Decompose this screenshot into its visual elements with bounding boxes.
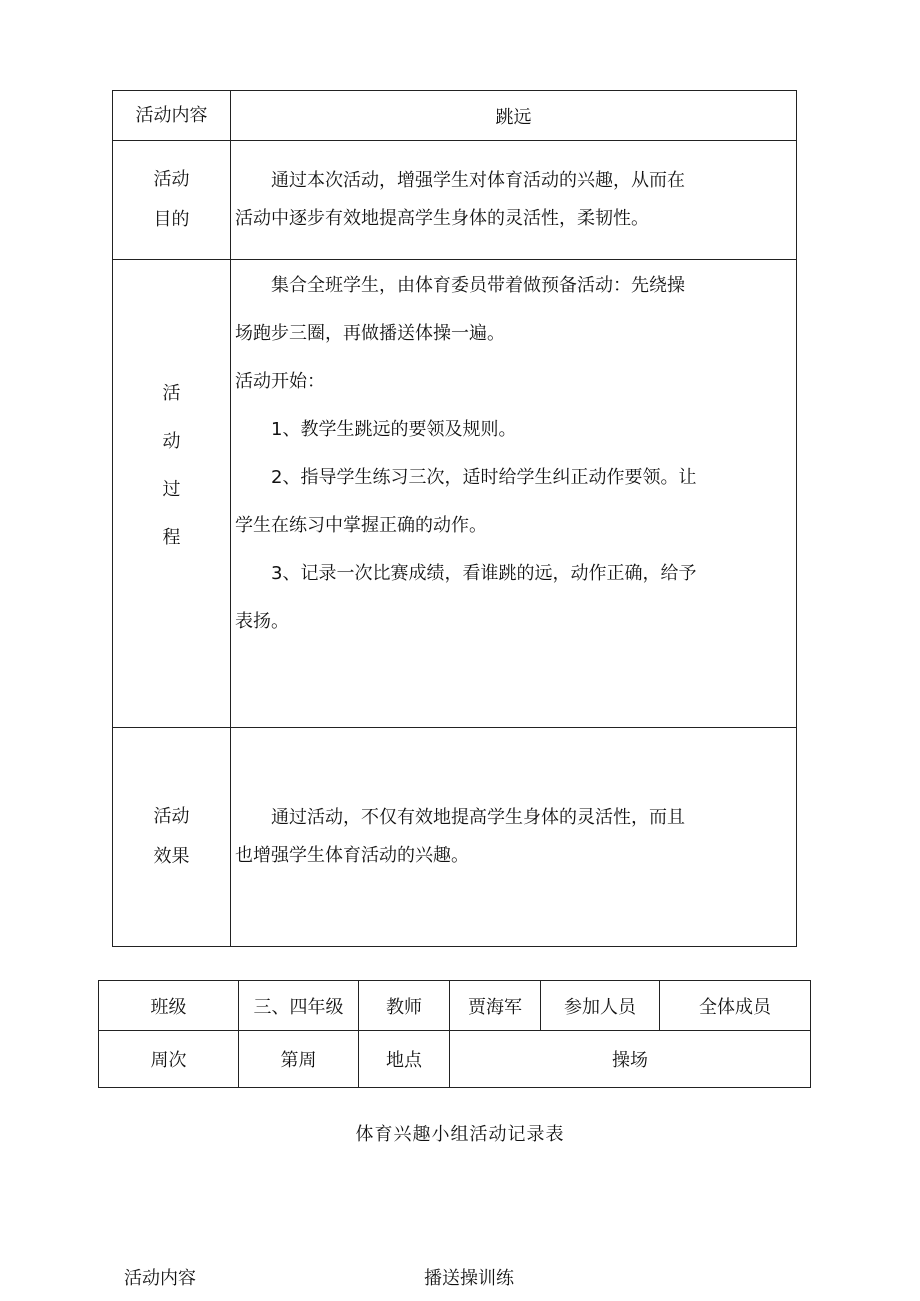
process-line: 场跑步三圈，再做播送体操一遍。 <box>235 323 505 344</box>
goal-label-line-1: 活动 <box>153 169 190 190</box>
row-activity-process <box>113 260 797 728</box>
activity-table <box>112 90 797 947</box>
effect-text-line-1: 通过活动，不仅有效地提高学生身体的灵活性，而且 <box>271 807 685 828</box>
class-value: 三、四年级 <box>239 981 359 1031</box>
process-line: 学生在练习中掌握正确的动作。 <box>235 515 487 536</box>
next-activity-content-label: 活动内容 <box>124 1268 196 1289</box>
week-value: 第周 <box>239 1031 359 1088</box>
info-row-1 <box>99 981 811 1031</box>
process-label-char-2: 动 <box>162 430 181 452</box>
process-line: 2、指导学生练习三次，适时给学生纠正动作要领。让 <box>271 467 697 488</box>
location-value: 操场 <box>450 1031 811 1088</box>
process-label-char-4: 程 <box>162 526 181 548</box>
activity-effect-label <box>113 728 231 947</box>
info-table <box>98 980 811 1088</box>
row-activity-goal <box>113 141 797 260</box>
row-activity-content <box>113 91 797 141</box>
process-line: 表扬。 <box>235 611 289 632</box>
goal-label-line-2: 目的 <box>153 209 190 230</box>
teacher-value: 贾海军 <box>450 981 541 1031</box>
next-activity-content-value: 播送操训练 <box>424 1268 514 1289</box>
activity-process-text <box>231 260 797 728</box>
process-line: 活动开始： <box>235 371 325 392</box>
activity-effect-text <box>231 728 797 947</box>
week-label: 周次 <box>99 1031 239 1088</box>
process-label-char-1: 活 <box>162 382 181 404</box>
info-row-2 <box>99 1031 811 1088</box>
location-label: 地点 <box>359 1031 450 1088</box>
activity-goal-text <box>231 141 797 260</box>
activity-content-value: 跳远 <box>231 91 797 141</box>
activity-goal-label <box>113 141 231 260</box>
document-title: 体育兴趣小组活动记录表 <box>355 1124 565 1145</box>
activity-content-label: 活动内容 <box>113 91 231 141</box>
process-line: 1、教学生跳远的要领及规则。 <box>271 419 517 440</box>
effect-text-line-2: 也增强学生体育活动的兴趣。 <box>235 845 469 866</box>
goal-text-line-2: 活动中逐步有效地提高学生身体的灵活性，柔韧性。 <box>235 208 649 229</box>
effect-label-line-2: 效果 <box>153 846 190 867</box>
row-activity-effect <box>113 728 797 947</box>
process-line: 集合全班学生，由体育委员带着做预备活动：先绕操 <box>271 275 685 296</box>
activity-process-label <box>113 260 231 728</box>
process-label-char-3: 过 <box>162 478 181 500</box>
effect-label-line-1: 活动 <box>153 806 190 827</box>
goal-text-line-1: 通过本次活动，增强学生对体育活动的兴趣，从而在 <box>271 170 685 191</box>
participants-label: 参加人员 <box>541 981 660 1031</box>
teacher-label: 教师 <box>359 981 450 1031</box>
class-label: 班级 <box>99 981 239 1031</box>
participants-value: 全体成员 <box>660 981 811 1031</box>
process-line: 3、记录一次比赛成绩，看谁跳的远，动作正确，给予 <box>271 563 697 584</box>
